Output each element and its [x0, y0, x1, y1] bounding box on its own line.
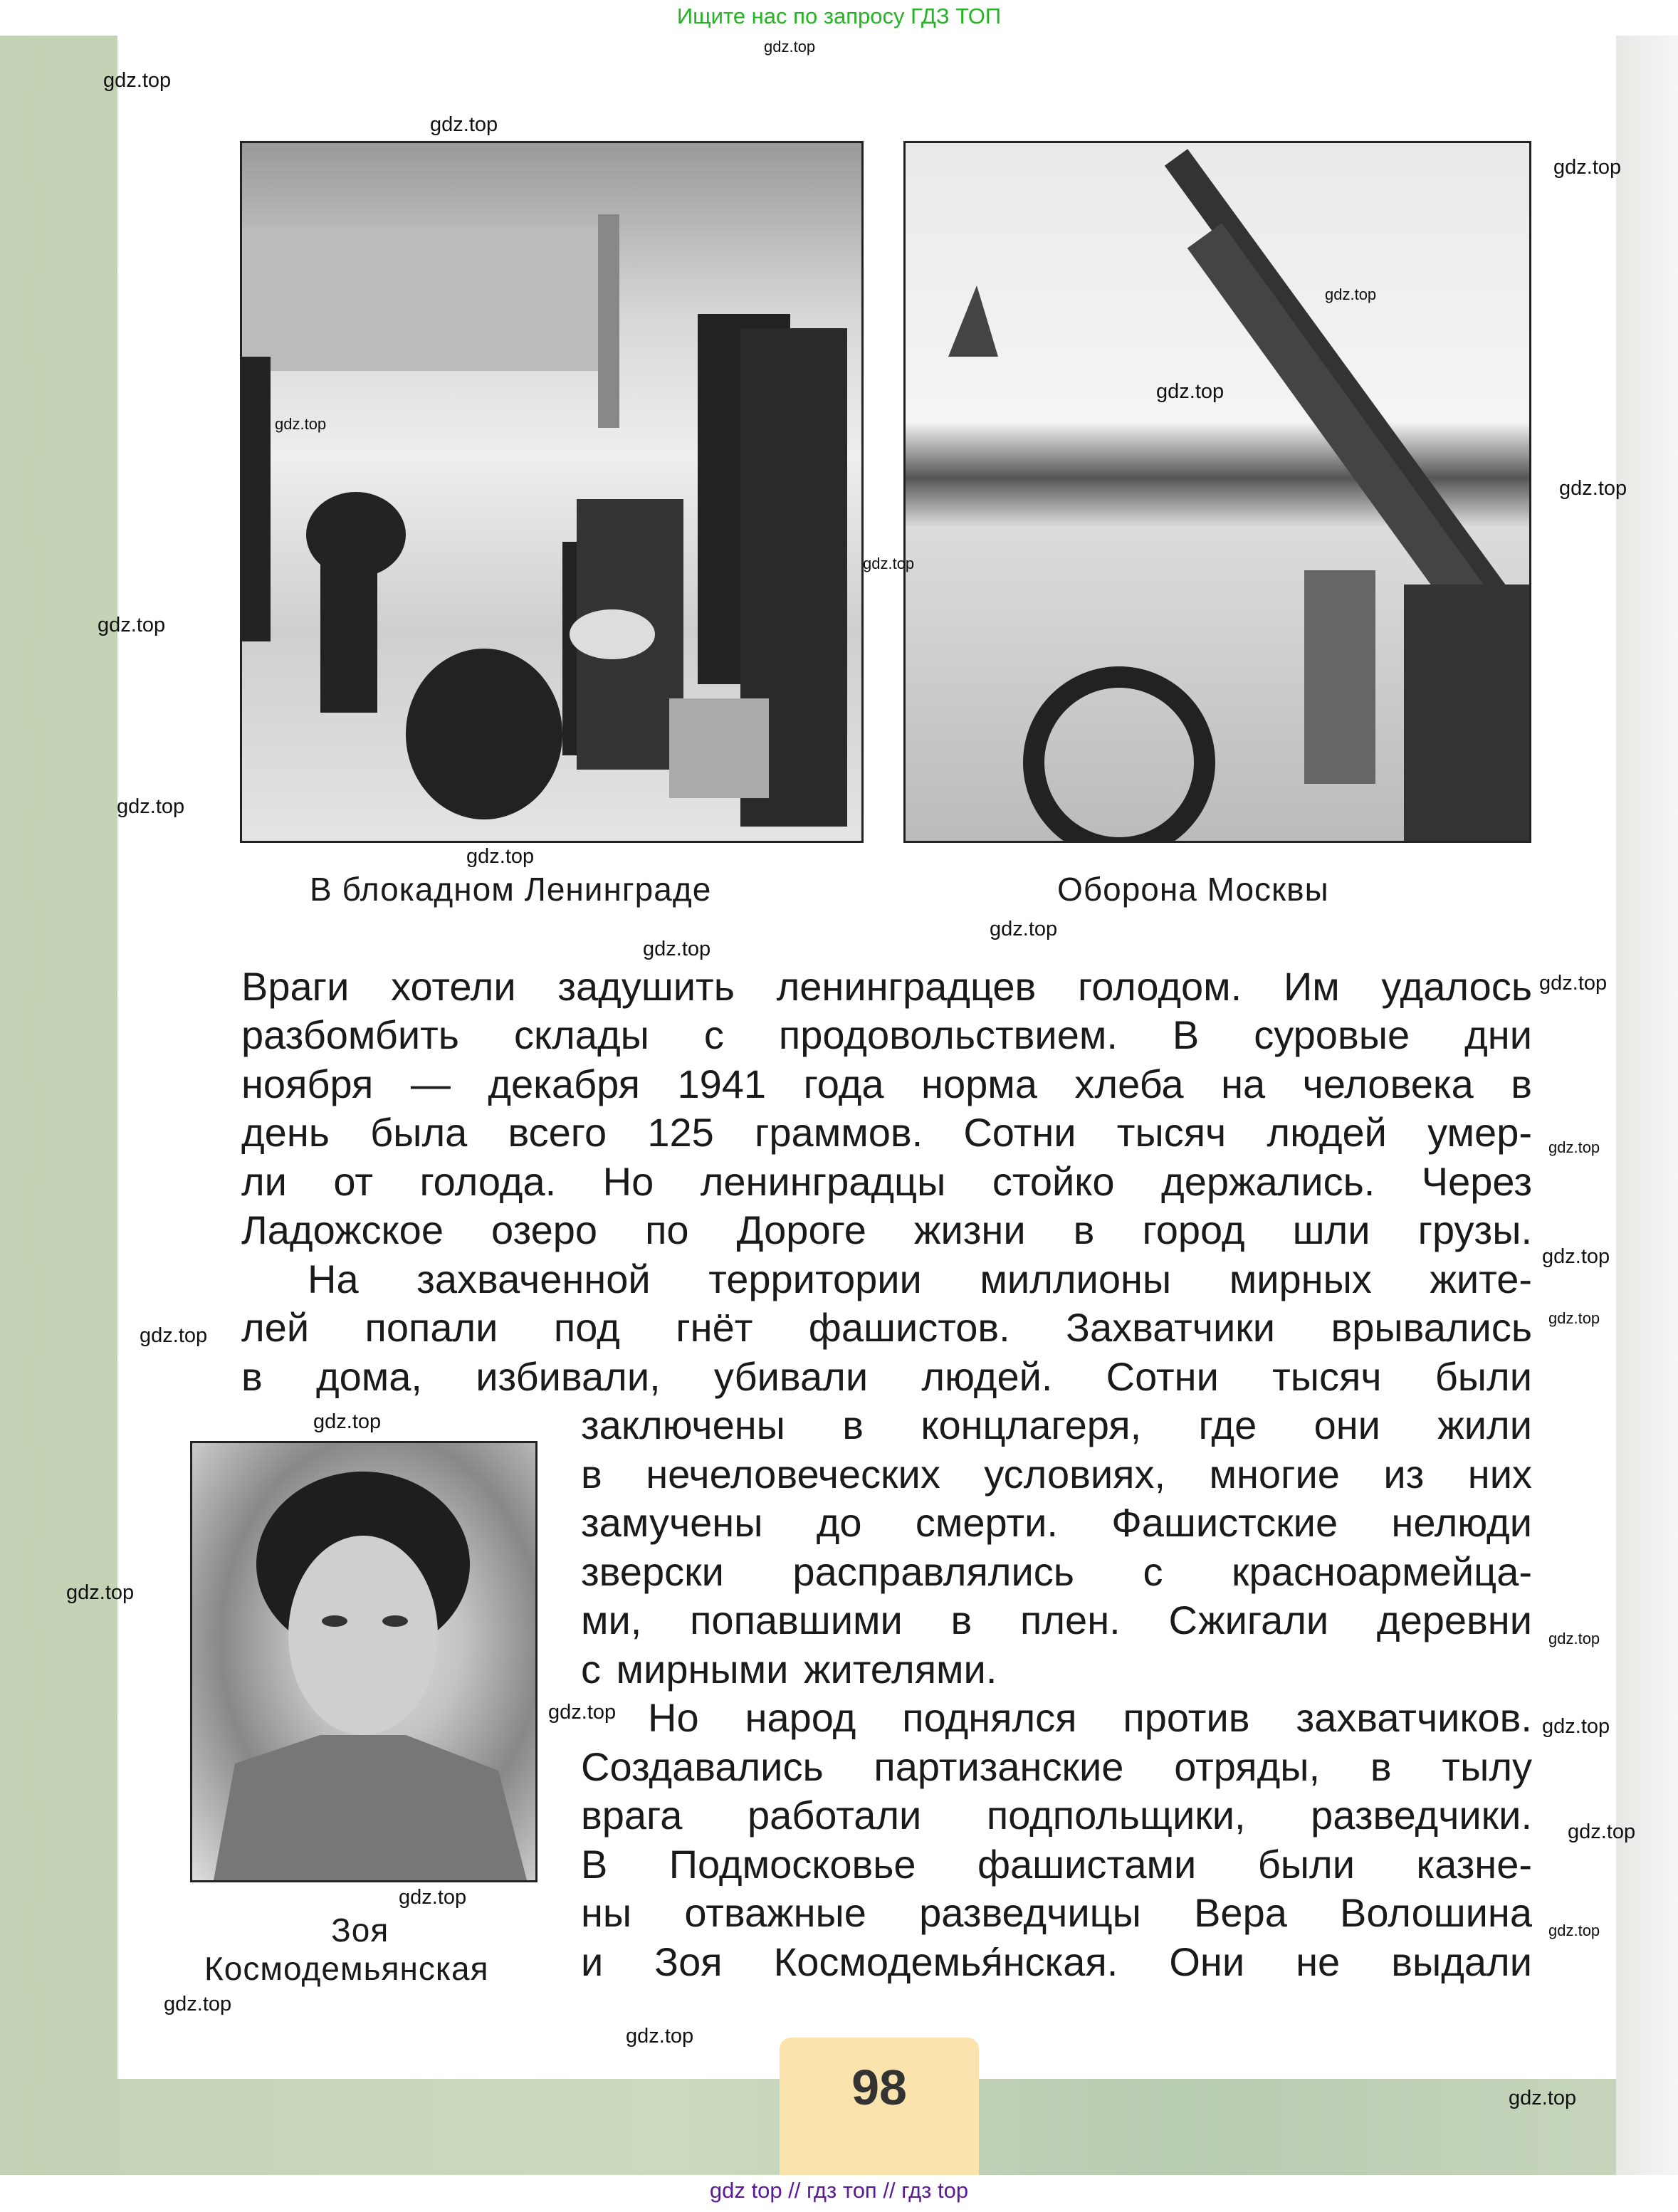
text-line: ми, попавшими в плен. Сжигали деревни — [581, 1598, 1532, 1642]
footer-links[interactable]: gdz top // гдз топ // гдз top — [0, 2175, 1678, 2212]
watermark: gdz.top — [990, 918, 1058, 940]
text-line: в дома, избивали, убивали людей. Сотни тысяч были — [241, 1354, 1532, 1399]
text-line: врага работали подпольщики, разведчики. — [581, 1793, 1532, 1838]
text-line: ли от голода. Но ленинградцы стойко держались. Через — [241, 1159, 1532, 1204]
photo-leningrad-blockade — [240, 141, 864, 843]
watermark: gdz.top — [66, 1581, 135, 1604]
watermark: gdz.top — [1539, 972, 1608, 995]
watermark: gdz.top — [1542, 1245, 1610, 1268]
watermark: gdz.top — [1559, 477, 1627, 500]
text-line: заключены в концлагеря, где они жили — [581, 1403, 1532, 1447]
portrait-image — [192, 1443, 535, 1880]
watermark: gdz.top — [313, 1410, 382, 1433]
text-line: разбомбить склады с продовольствием. В суровые дни — [241, 1012, 1532, 1057]
text-line: Создавались партизанские отряды, в тылу — [581, 1744, 1532, 1789]
watermark: gdz.top — [1509, 2087, 1577, 2109]
watermark: gdz.top — [548, 1701, 617, 1724]
watermark: gdz.top — [103, 69, 172, 92]
watermark: gdz.top — [1548, 1309, 1600, 1327]
watermark: gdz.top — [1156, 380, 1225, 403]
page-edge — [1616, 36, 1678, 2175]
search-banner[interactable]: Ищите нас по запросу ГДЗ ТОП — [676, 4, 1002, 28]
text-line: в нечеловеческих условиях, многие из них — [581, 1452, 1532, 1496]
watermark: gdz.top — [1553, 156, 1622, 179]
text-line: ноября — декабря 1941 года норма хлеба на человека в — [241, 1062, 1532, 1106]
watermark: gdz.top — [626, 2025, 694, 2048]
watermark: gdz.top — [466, 845, 535, 868]
text-line: с мирными жителями. — [581, 1647, 997, 1692]
portrait-caption-surname: Космодемьянская — [204, 1950, 489, 1987]
moscow-photo-image — [906, 143, 1529, 841]
text-line: лей попали под гнёт фашистов. Захватчики врывались — [241, 1305, 1532, 1350]
watermark: gdz.top — [764, 38, 816, 56]
text-line: замучены до смерти. Фашистские нелюди — [581, 1500, 1532, 1545]
watermark: gdz.top — [117, 795, 185, 818]
watermark: gdz.top — [164, 1993, 232, 2016]
portrait-caption-name: Зоя — [331, 1912, 389, 1949]
text-line: и Зоя Космодемья́нская. Они не выдали — [581, 1939, 1532, 1984]
watermark: gdz.top — [430, 113, 498, 136]
watermark: gdz.top — [1325, 285, 1377, 303]
watermark: gdz.top — [140, 1324, 208, 1347]
portrait-zoya — [190, 1441, 538, 1882]
page-number-tab — [780, 2038, 979, 2176]
watermark: gdz.top — [275, 415, 327, 433]
text-line: На захваченной территории миллионы мирных жите- — [308, 1257, 1532, 1301]
leningrad-photo-image — [242, 143, 861, 841]
text-line: В Подмосковье фашистами были казне- — [581, 1842, 1532, 1887]
page-number: 98 — [851, 2060, 907, 2115]
text-line: ны отважные разведчицы Вера Волошина — [581, 1890, 1532, 1935]
watermark: gdz.top — [643, 938, 711, 960]
watermark: gdz.top — [1548, 1630, 1600, 1647]
text-line: Ладожское озеро по Дороге жизни в город шли грузы. — [241, 1207, 1532, 1252]
watermark: gdz.top — [1548, 1922, 1600, 1939]
watermark: gdz.top — [863, 555, 915, 572]
watermark: gdz.top — [98, 614, 166, 636]
watermark: gdz.top — [1548, 1138, 1600, 1156]
watermark: gdz.top — [399, 1886, 467, 1909]
photo-caption-leningrad: В блокадном Ленинграде — [310, 871, 712, 908]
text-line: Враги хотели задушить ленинградцев голодом. Им удалось — [241, 964, 1532, 1009]
photo-caption-moscow: Оборона Москвы — [1057, 871, 1329, 908]
text-line: Но народ поднялся против захватчиков. — [648, 1695, 1532, 1740]
watermark: gdz.top — [1542, 1715, 1610, 1738]
photo-moscow-defense — [903, 141, 1531, 843]
text-line: зверски расправлялись с красноармейца- — [581, 1549, 1532, 1594]
text-line: день была всего 125 граммов. Сотни тысяч людей умер- — [241, 1110, 1532, 1155]
watermark: gdz.top — [1568, 1820, 1636, 1843]
